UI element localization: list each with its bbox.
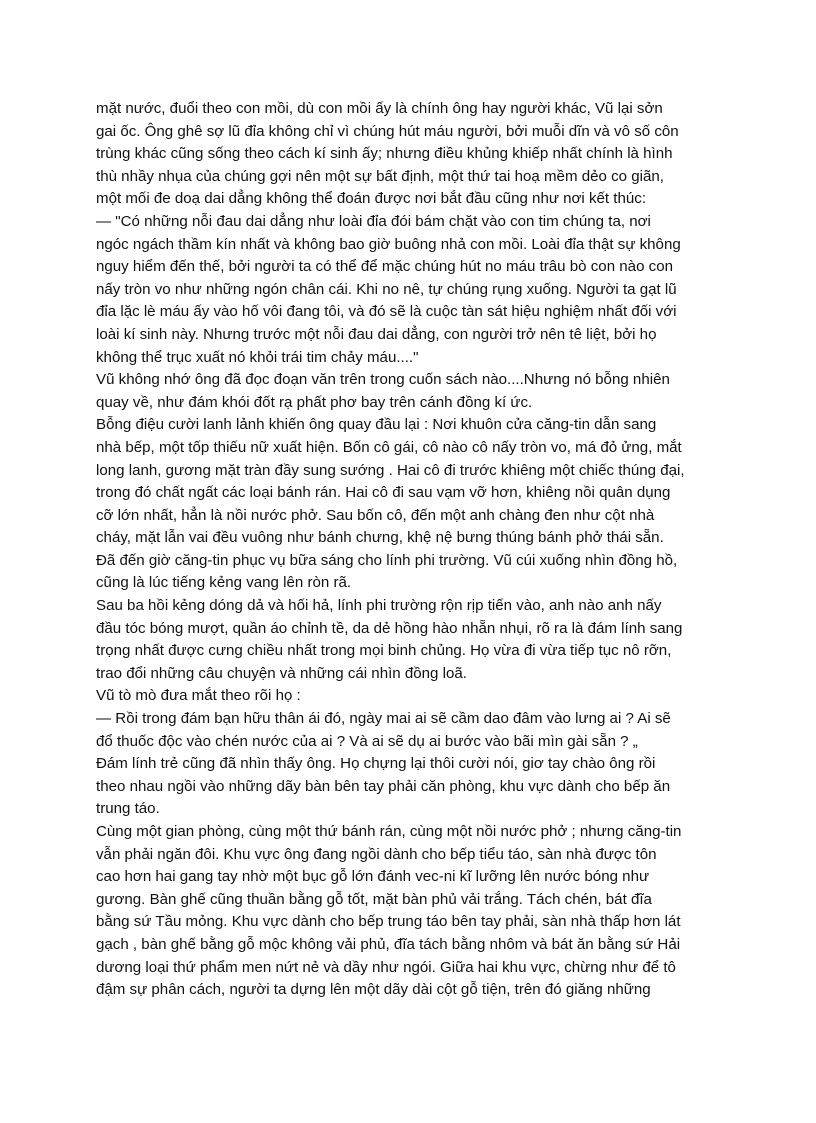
text-line: đầu tóc bóng mượt, quần áo chỉnh tề, da dẻ hồng hào nhẵn nhụi, rõ ra là đám lính sang	[96, 619, 683, 637]
text-line: trùng khác cũng sống theo cách kí sinh ấy; nhưng điều khủng khiếp nhất chính là hình	[96, 145, 673, 163]
text-line: đỉa lặc lè máu ấy vào hố vôi đang tôi, và đó sẽ là cuộc tàn sát hiệu nghiệm nhất đối với	[96, 303, 677, 321]
text-line: thù nhầy nhụa của chúng gợi nên một sự bất định, một thứ tai hoạ mềm dẻo co giãn,	[96, 167, 664, 185]
text-line: nấy tròn vo như những ngón chân cái. Khi no nê, tự chúng rụng xuống. Người ta gạt lũ	[96, 280, 677, 298]
text-line: ngóc ngách thầm kín nhất và không bao giờ buông nhả con mồi. Loài đỉa thật sự không	[96, 235, 681, 253]
text-line: theo nhau ngồi vào những dãy bàn bên tay phải căn phòng, khu vực dành cho bếp ăn	[96, 777, 671, 795]
text-line: nguy hiểm đến thế, bởi người ta có thể để mặc chúng hút no máu trâu bò con nào con	[96, 258, 673, 276]
text-line: cũng là lúc tiếng kẻng vang lên ròn rã.	[96, 574, 352, 592]
text-line: long lanh, gương mặt tràn đầy sung sướng . Hai cô đi trước khiêng một chiếc thúng đại,	[96, 461, 685, 479]
text-line: đậm sự phân cách, người ta dựng lên một dãy dài cột gỗ tiện, trên đó giăng những	[96, 981, 651, 999]
text-line: Vũ không nhớ ông đã đọc đoạn văn trên trong cuốn sách nào....Nhưng nó bỗng nhiên	[96, 371, 670, 389]
text-line: quay về, như đám khói đốt rạ phất phơ bay trên cánh đồng kí ức.	[96, 393, 533, 411]
text-line: gạch , bàn ghế bằng gỗ mộc không vải phủ, đĩa tách bằng nhôm và bát ăn bằng sứ Hải	[96, 935, 681, 953]
text-line: Đã đến giờ căng-tin phục vụ bữa sáng cho lính phi trường. Vũ cúi xuống nhìn đồng hồ,	[96, 551, 678, 569]
text-line: Sau ba hồi kẻng dóng dả và hối hả, lính phi trường rộn rịp tiến vào, anh nào anh nấy	[96, 597, 662, 615]
text-line: Cùng một gian phòng, cùng một thứ bánh rán, cùng một nồi nước phở ; nhưng căng-tin	[96, 823, 682, 840]
text-line: mặt nước, đuổi theo con mồi, dù con mồi ấy là chính ông hay người khác, Vũ lại sởn	[96, 100, 663, 117]
text-line: — Rồi trong đám bạn hữu thân ái đó, ngày mai ai sẽ cầm dao đâm vào lưng ai ? Ai sẽ	[96, 710, 671, 728]
text-line: loài kí sinh này. Nhưng trước một nỗi đau dai dẳng, con người trở nên tê liệt, bởi họ	[96, 325, 657, 343]
text-line: cỡ lớn nhất, hẳn là nồi nước phở. Sau bốn cô, đến một anh chàng đen như cột nhà	[96, 506, 655, 524]
text-line: gương. Bàn ghế cũng thuần bằng gỗ tốt, mặt bàn phủ vải trắng. Tách chén, bát đĩa	[96, 890, 652, 908]
text-line: trao đổi những câu chuyện và những cái nhìn đồng loã.	[96, 664, 467, 682]
text-line: vẫn phải ngăn đôi. Khu vực ông đang ngồi dành cho bếp tiểu táo, sàn nhà được tôn	[96, 845, 657, 863]
text-line: trong đó chất ngất các loại bánh rán. Hai cô đi sau vạm vỡ hơn, khiêng nồi quân dụng	[96, 484, 671, 502]
text-line: đổ thuốc độc vào chén nước của ai ? Và ai sẽ dụ ai bước vào bãi mìn gài sẵn ? „	[96, 732, 638, 750]
text-line: trung táo.	[96, 800, 160, 818]
text-line: Đám lính trẻ cũng đã nhìn thấy ông. Họ chựng lại thôi cười nói, giơ tay chào ông rồi	[96, 755, 656, 773]
text-line: dương loại thứ phẩm men nứt nẻ và dầy như ngói. Giữa hai khu vực, chừng như để tô	[96, 958, 676, 976]
text-line: không thể trục xuất nó khỏi trái tim chảy máu...."	[96, 348, 419, 366]
text-line: nhà bếp, một tốp thiếu nữ xuất hiện. Bốn cô gái, cô nào cô nấy tròn vo, má đỏ ửng, mắt	[96, 438, 682, 456]
text-line: Vũ tò mò đưa mắt theo rõi họ :	[96, 687, 301, 705]
document-page	[96, 98, 736, 1002]
text-line: trọng nhất được cưng chiều nhất trong mọi binh chủng. Họ vừa đi vừa tiếp tục nô rỡn,	[96, 642, 672, 660]
text-line: bằng sứ Tầu mỏng. Khu vực dành cho bếp trung táo bên tay phải, sàn nhà thấp hơn lát	[96, 913, 681, 931]
text-line: một mối đe doạ dai dẳng không thể đoán được nơi bắt đầu cũng như nơi kết thúc:	[96, 190, 647, 208]
text-line: cháy, mặt lẫn vai đều vuông như bánh chưng, khệ nệ bưng thúng bánh phở thái sẵn.	[96, 529, 664, 547]
text-line: gai ốc. Ông ghê sợ lũ đỉa không chỉ vì chúng hút máu người, bởi muỗi dĩn và vô số côn	[96, 122, 679, 140]
text-line: Bỗng điệu cười lanh lảnh khiến ông quay đầu lại : Nơi khuôn cửa căng-tin dẫn sang	[96, 416, 657, 434]
text-line: cao hơn hai gang tay nhờ một bục gỗ lớn đánh vec-ni kĩ lưỡng lên nước bóng như	[96, 868, 650, 886]
text-line: — "Có những nỗi đau dai dẳng như loài đỉa đói bám chặt vào con tim chúng ta, nơi	[96, 212, 651, 230]
